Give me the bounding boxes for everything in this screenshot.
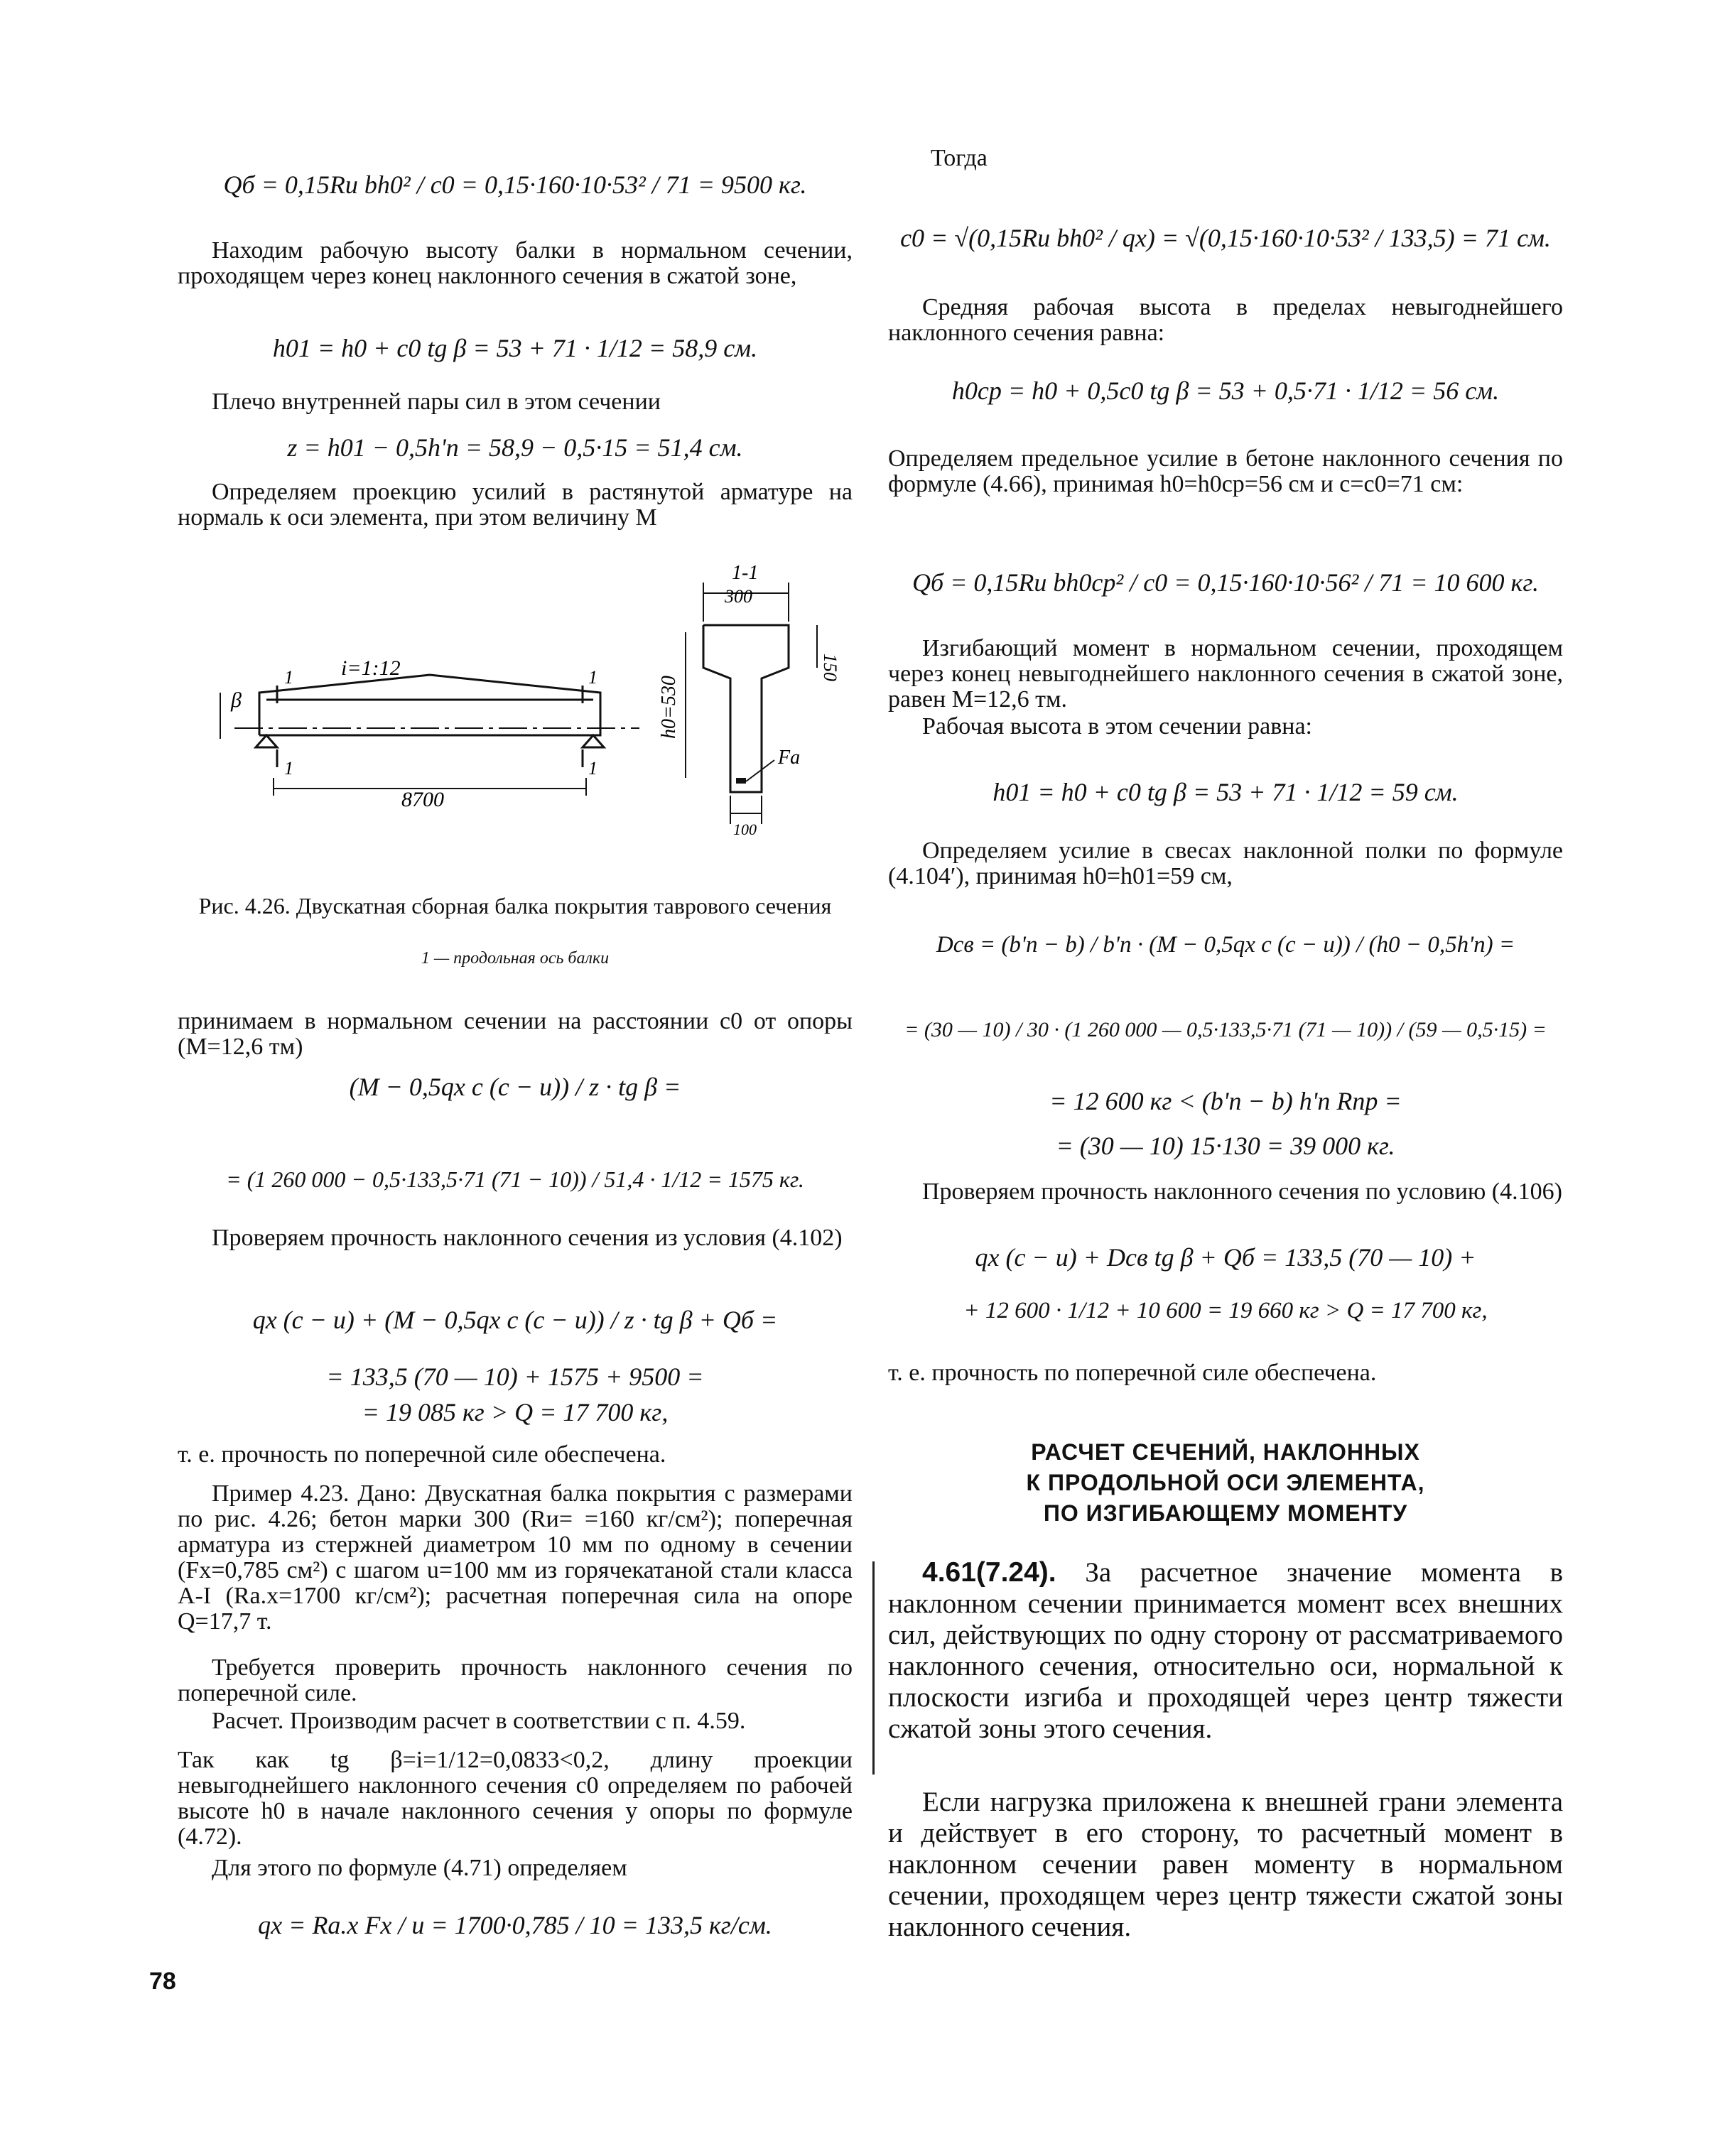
equation: = 19 085 кг > Q = 17 700 кг, [362,1398,669,1426]
equation-dcb: Dсв = (b'п − b) / b'п · (M − 0,5qx c (c − u)) / (h0 − 0,5h'п) = [936,932,1515,958]
equation-h01: h01 = h0 + c0 tg β = 53 + 71 · 1/12 = 58,9 см. [272,334,758,362]
section-heading-line-2: К ПРОДОЛЬНОЙ ОСИ ЭЛЕМЕНТА, [1026,1470,1425,1495]
paragraph: Расчет. Производим расчет в соответствии с п. 4.59. [212,1708,746,1734]
support-left [256,735,277,747]
cut-label: 1 [588,667,597,688]
equation-qx: qx = Rа.х Fx / u = 1700·0,785 / 10 = 133,5 кг/см. [258,1911,772,1939]
clause-4-61 [888,1557,1563,1745]
paragraph: Рабочая высота в этом сечении равна: [922,713,1312,740]
cut-label: 1 [588,758,597,779]
equation: = (1 260 000 − 0,5·133,5·71 (71 − 10)) / 51,4 · 1/12 = 1575 кг. [226,1166,804,1192]
equation-q-b: Qб = 0,15Rи bh0ср² / c0 = 0,15·160·10·56² / 71 = 10 600 кг. [912,568,1539,597]
fa-label: Fa [778,747,801,769]
dim-150: 150 [820,654,840,681]
equation-h0cp: h0ср = h0 + 0,5c0 tg β = 53 + 0,5·71 · 1/12 = 56 см. [951,377,1500,405]
paragraph: Проверяем прочность наклонного сечения из условия (4.102) [212,1225,843,1251]
dim-100: 100 [733,820,757,838]
beta-label: β [231,688,242,712]
figure-caption: Рис. 4.26. Двускатная сборная балка покрытия таврового сечения [198,893,832,919]
dim-h0: h0=530 [658,676,680,739]
equation: = (30 — 10) / 30 · (1 260 000 — 0,5·133,5·71 (71 — 10)) / (59 — 0,5·15) = [904,1018,1547,1041]
example-paragraph: Пример 4.23. Дано: Двускатная балка покрытия с размерами по рис. 4.26; бетон марки 300 (Rи= =160 кг/см²); поперечная арматура из стержней диаметром 10 мм по одному в сечении (Fx=0,785 см²) с шагом u=100 мм из горячекатаной стали класса А-I (Rа.х=1700 кг/см²); расчетная поперечная сила на опоре Q=17,7 т. [178,1480,853,1635]
support-right [583,735,604,747]
span-label: 8700 [401,788,444,811]
paragraph: принимаем в нормальном сечении на расстоянии c0 от опоры (M=12,6 тм) [178,1008,853,1060]
equation-h01: h01 = h0 + c0 tg β = 53 + 71 · 1/12 = 59 см. [992,778,1459,806]
paragraph: Так как tg β=i=1/12=0,0833<0,2, длину проекции невыгоднейшего наклонного сечения c0 определяем по рабочей высоте h0 в начале наклонного сечения у опоры по формуле (4.72). [178,1747,853,1850]
dim-300: 300 [725,586,752,607]
figure-beam [178,561,853,867]
paragraph: Если нагрузка приложена к внешней грани элемента и действует в его сторону, то расчетный момент в наклонном сечении равен моменту в нормальном сечении, проходящем через центр тяжести сжатой зоны наклонного сечения. [888,1787,1563,1942]
equation-q-b: Qб = 0,15Rи bh0² / c0 = 0,15·160·10·53² / 71 = 9500 кг. [223,170,807,199]
paragraph: Средняя рабочая высота в пределах невыгоднейшего наклонного сечения равна: [888,294,1563,346]
paragraph: Плечо внутренней пары сил в этом сечении [212,389,661,415]
clause-text: За расчетное значение момента в наклонном сечении принимается момент всех внешних сил, действующих по одну сторону от рассматриваемого наклонного сечения, относительно оси, нормальной к плоскости изгиба и проходящей через центр тяжести сжатой зоны этого сечения. [888,1557,1563,1744]
t-section [686,583,817,824]
equation: (M − 0,5qx c (c − u)) / z · tg β = [349,1073,681,1101]
paragraph: Для этого по формуле (4.71) определяем [212,1855,627,1881]
section-heading-line-3: ПО ИЗГИБАЮЩЕМУ МОМЕНТУ [1043,1500,1408,1526]
paragraph: Тогда [931,145,988,171]
equation: qx (c − u) + Dсв tg β + Qб = 133,5 (70 — 10) + [975,1243,1476,1272]
equation: = 133,5 (70 — 10) + 1575 + 9500 = [326,1363,704,1391]
equation: qx (c − u) + (M − 0,5qx c (c − u)) / z · tg β + Qб = [252,1306,778,1334]
paragraph: Изгибающий момент в нормальном сечении, проходящем через конец невыгоднейшего наклонного сечения в сжатой зоне, равен M=12,6 тм. [888,635,1563,713]
clause-number: 4.61(7.24). [922,1557,1056,1588]
section-heading-line-1: РАСЧЕТ СЕЧЕНИЙ, НАКЛОННЫХ [1031,1439,1420,1465]
equation-z: z = h01 − 0,5h'п = 58,9 − 0,5·15 = 51,4 см. [287,433,743,462]
equation: + 12 600 · 1/12 + 10 600 = 19 660 кг > Q = 17 700 кг, [963,1298,1488,1323]
paragraph: Находим рабочую высоту балки в нормальном сечении, проходящем через конец наклонного сечения в сжатой зоне, [178,237,853,289]
paragraph: т. е. прочность по поперечной силе обеспечена. [178,1441,666,1468]
paragraph: Определяем проекцию усилий в растянутой арматуре на нормаль к оси элемента, при этом величину M [178,479,853,531]
beam-outline [259,675,600,735]
cut-label: 1 [284,667,293,688]
paragraph: Определяем предельное усилие в бетоне наклонного сечения по формуле (4.66), принимая h0=h0ср=56 см и c=c0=71 см: [888,445,1563,497]
margin-rule [872,1561,875,1775]
equation-c0: c0 = √(0,15Rи bh0² / qx) = √(0,15·160·10·53² / 133,5) = 71 см. [900,224,1551,252]
equation: = 12 600 кг < (b'п − b) h'п Rпр = [1049,1087,1402,1115]
beam-diagram [178,561,853,867]
cut-label: 1 [284,758,293,779]
figure-caption-sub: 1 — продольная ось балки [421,949,610,968]
page-number: 78 [149,1968,176,1995]
section-label: 1-1 [732,562,759,584]
paragraph: Требуется проверить прочность наклонного сечения по поперечной силе. [178,1654,853,1706]
paragraph: Определяем усилие в свесах наклонной полки по формуле (4.104′), принимая h0=h01=59 см, [888,838,1563,889]
paragraph: Проверяем прочность наклонного сечения по условию (4.106) [922,1179,1562,1205]
slope-label: i=1:12 [341,656,401,680]
paragraph: т. е. прочность по поперечной силе обеспечена. [888,1360,1377,1386]
equation: = (30 — 10) 15·130 = 39 000 кг. [1056,1132,1395,1160]
